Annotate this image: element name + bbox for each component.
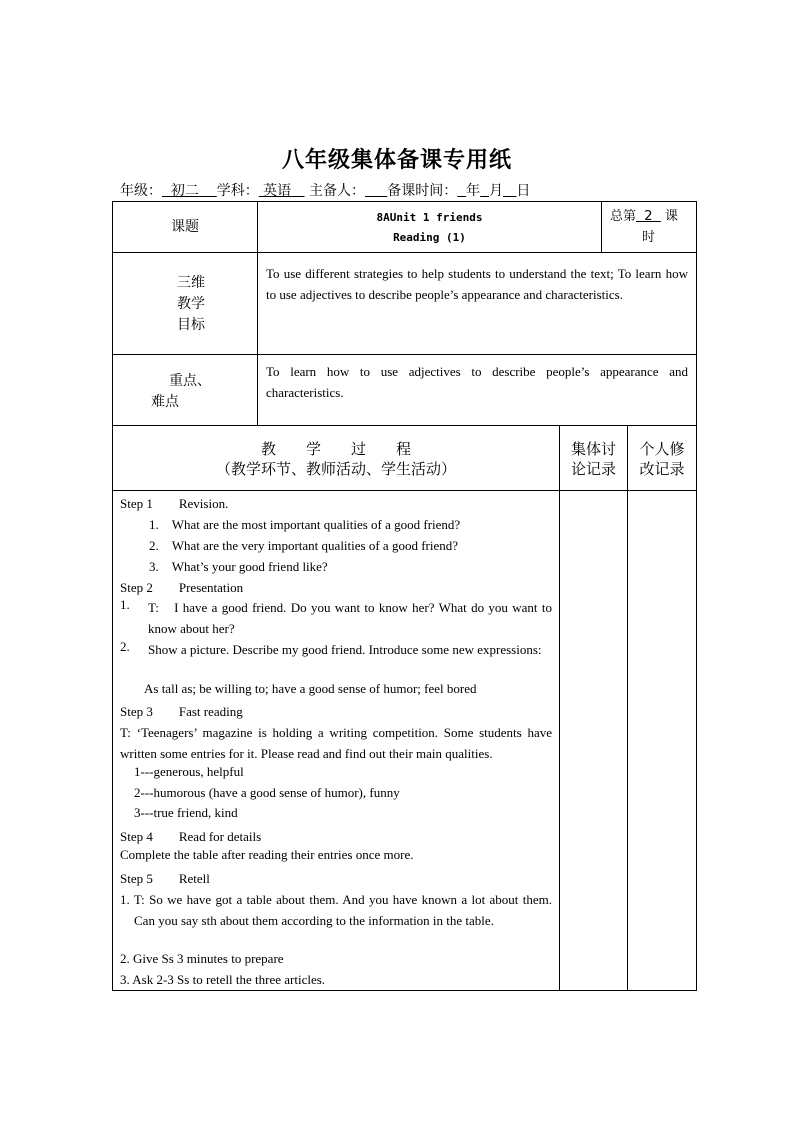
keypoints-label-cell — [112, 354, 258, 426]
process-line-10: T: ‘Teenagers’ magazine is holding a writing competition. Some students have written some entries for it. Please read and find out their main qualities. — [120, 725, 552, 761]
grade-label: 年级： — [120, 183, 162, 199]
topic-value-cell — [257, 201, 602, 253]
process-line-5: Step 2 Presentation — [120, 580, 244, 595]
process-line-2: 1. What are the most important qualities of a good friend? — [149, 517, 461, 532]
total-lessons-suffix: 时 — [642, 230, 656, 245]
objectives-label-cell — [112, 252, 258, 355]
objectives-label-1: 三维 — [177, 275, 205, 291]
date-year: 年 — [466, 183, 481, 199]
keypoints-label-1: 重点、 — [169, 373, 211, 389]
process-line-7-num: 2. — [120, 639, 130, 654]
page-title: 八年级集体备课专用纸 — [281, 148, 512, 173]
process-header-2: （教学环节、教师活动、学生活动） — [215, 460, 456, 478]
keypoints-content-cell — [257, 354, 697, 426]
preparer-label: 主备人： — [308, 183, 365, 199]
date-month: 月 — [489, 183, 504, 199]
personal-body-cell — [627, 490, 697, 991]
date-day-blank — [503, 183, 516, 199]
objectives-label-3: 目标 — [177, 317, 205, 333]
process-line-18: 2. Give Ss 3 minutes to prepare — [120, 951, 284, 966]
objectives-label-2: 教学 — [177, 296, 205, 312]
date-month-blank — [480, 183, 489, 199]
date-label: 备课时间： — [387, 183, 458, 199]
topic-line-1: 8AUnit 1 friends — [376, 211, 483, 224]
process-header-cell — [112, 425, 560, 491]
keypoints-content: To learn how to use adjectives to describe people’s appearance and characteristics. — [266, 364, 688, 400]
subject-label: 学科： — [216, 183, 259, 199]
date-year-blank — [457, 183, 466, 199]
discussion-header-2: 论记录 — [570, 460, 616, 478]
process-line-17: 1. T: So we have got a table about them. And you have known a lot about them. Can you say sth about them according to the information in the table. — [120, 892, 552, 928]
process-line-6-num: 1. — [120, 597, 130, 612]
process-line-12: 2---humorous (have a good sense of humor), funny — [134, 785, 400, 800]
keypoints-label-2: 难点 — [151, 394, 179, 410]
process-header-1: 教 学 过 程 — [260, 440, 411, 458]
total-lessons-value: 2 — [644, 209, 653, 224]
process-line-3: 2. What are the very important qualities of a good friend? — [149, 538, 459, 553]
topic-line-2: Reading (1) — [393, 231, 466, 244]
personal-header-1: 个人修 — [639, 440, 685, 458]
objectives-content-cell — [257, 252, 697, 355]
topic-label-cell — [112, 201, 258, 253]
process-line-16: Step 5 Retell — [120, 871, 210, 886]
personal-header-cell — [627, 425, 697, 491]
process-line-1: Step 1 Revision. — [120, 496, 229, 511]
grade-value: 初二 — [170, 183, 199, 199]
total-lessons-line: 总第 2 课 — [610, 209, 678, 224]
process-line-7: Show a picture. Describe my good friend. Introduce some new expressions: — [148, 642, 542, 657]
process-line-6: T: I have a good friend. Do you want to know her? What do you want to know about her? — [148, 600, 552, 636]
process-line-9: Step 3 Fast reading — [120, 704, 243, 719]
discussion-header-1: 集体讨 — [570, 440, 616, 458]
objectives-content: To use different strategies to help students to understand the text; To learn how to use adjectives to describe people’s appearance and characteristics. — [266, 266, 688, 302]
process-line-19: 3. Ask 2-3 Ss to retell the three articles. — [120, 972, 326, 987]
discussion-header-cell — [559, 425, 628, 491]
process-line-14: Step 4 Read for details — [120, 829, 262, 844]
process-line-13: 3---true friend, kind — [134, 805, 238, 820]
subject-value: 英语 — [263, 183, 292, 199]
process-line-15: Complete the table after reading their entries once more. — [120, 847, 414, 862]
process-line-4: 3. What’s your good friend like? — [149, 559, 328, 574]
preparer-value — [365, 183, 387, 199]
process-line-11: 1---generous, helpful — [134, 764, 244, 779]
date-day: 日 — [516, 183, 531, 199]
process-line-8: As tall as; be willing to; have a good sense of humor; feel bored — [144, 681, 477, 696]
total-lessons-cell — [601, 201, 697, 253]
discussion-body-cell — [559, 490, 628, 991]
personal-header-2: 改记录 — [639, 460, 685, 478]
info-line — [120, 180, 530, 200]
topic-label: 课题 — [171, 219, 199, 235]
